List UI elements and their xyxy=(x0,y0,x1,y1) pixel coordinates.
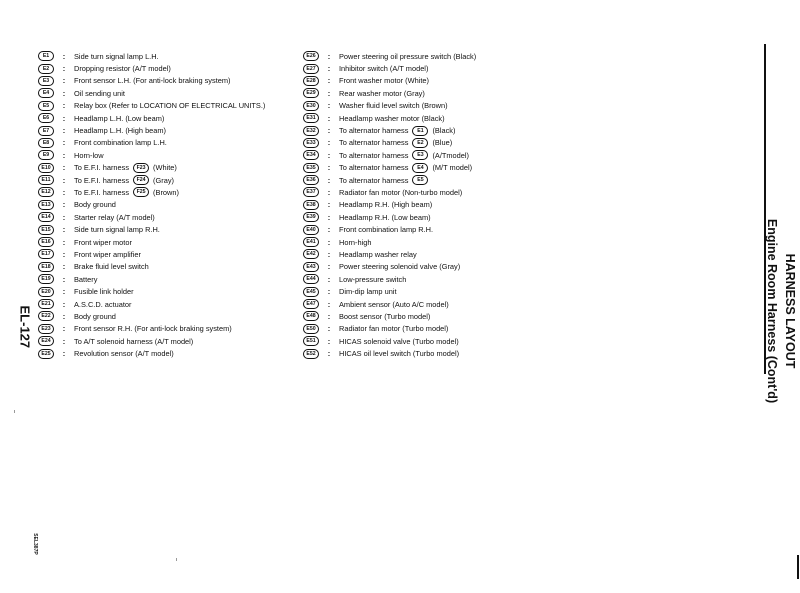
connector-description: Revolution sensor (A/T model) xyxy=(74,349,174,359)
list-item xyxy=(38,236,298,248)
list-item xyxy=(38,50,298,62)
connector-description: To alternator harness xyxy=(339,175,409,185)
connector-description: A.S.C.D. actuator xyxy=(74,299,132,309)
connector-description: Front sensor R.H. (For anti-lock braking system) xyxy=(74,324,232,334)
separator: : xyxy=(327,212,331,222)
list-item xyxy=(303,149,543,161)
connector-badge: E21 xyxy=(38,299,54,309)
figure-code: SEL387P xyxy=(32,533,38,555)
separator: : xyxy=(62,311,66,321)
connector-description: To alternator harness xyxy=(339,150,409,160)
connector-badge: E42 xyxy=(303,249,319,259)
connector-badge: E23 xyxy=(38,324,54,334)
model-note: (M/T model) xyxy=(432,163,473,173)
connector-badge: E3 xyxy=(38,76,54,86)
connector-badge: E44 xyxy=(303,274,319,284)
connector-description: Boost sensor (Turbo model) xyxy=(339,311,431,321)
connector-description: Front combination lamp R.H. xyxy=(339,225,434,235)
separator: : xyxy=(62,274,66,284)
connector-badge: E26 xyxy=(303,51,319,61)
reference-connector-badge: E1 xyxy=(412,126,428,136)
connector-badge: E38 xyxy=(303,200,319,210)
connector-badge: E16 xyxy=(38,237,54,247)
connector-description: Dim-dip lamp unit xyxy=(339,287,397,297)
separator: : xyxy=(62,336,66,346)
separator: : xyxy=(327,324,331,334)
separator: : xyxy=(62,287,66,297)
list-item xyxy=(303,199,543,211)
separator: : xyxy=(62,212,66,222)
reference-connector-badge: F25 xyxy=(133,187,149,197)
list-item xyxy=(38,62,298,74)
separator: : xyxy=(327,237,331,247)
separator: : xyxy=(327,200,331,210)
list-item xyxy=(303,211,543,223)
connector-badge: E14 xyxy=(38,212,54,222)
connector-badge: E22 xyxy=(38,311,54,321)
list-item xyxy=(303,87,543,99)
separator: : xyxy=(327,187,331,197)
separator: : xyxy=(62,237,66,247)
connector-badge: E33 xyxy=(303,138,319,148)
separator: : xyxy=(62,200,66,210)
list-item xyxy=(38,211,298,223)
list-item xyxy=(38,298,298,310)
separator: : xyxy=(327,249,331,259)
connector-badge: E7 xyxy=(38,126,54,136)
list-item xyxy=(38,100,298,112)
connector-badge: E8 xyxy=(38,138,54,148)
connector-badge: E32 xyxy=(303,126,319,136)
connector-description: Relay box (Refer to LOCATION OF ELECTRICAL UNITS.) xyxy=(74,101,266,111)
connector-description: Headlamp washer relay xyxy=(339,249,417,259)
list-item xyxy=(303,162,543,174)
list-item xyxy=(38,261,298,273)
separator: : xyxy=(327,175,331,185)
connector-description: To alternator harness xyxy=(339,138,409,148)
list-item xyxy=(303,223,543,235)
wire-color: (Gray) xyxy=(153,175,174,185)
connector-description: To alternator harness xyxy=(339,126,409,136)
connector-description: Headlamp L.H. (High beam) xyxy=(74,126,167,136)
connector-description: Headlamp L.H. (Low beam) xyxy=(74,113,165,123)
page-number: EL-127 xyxy=(17,305,33,349)
list-item xyxy=(303,174,543,186)
separator: : xyxy=(62,150,66,160)
list-item xyxy=(303,261,543,273)
separator: : xyxy=(327,287,331,297)
connector-badge: E15 xyxy=(38,225,54,235)
separator: : xyxy=(327,163,331,173)
connector-description: Body ground xyxy=(74,311,116,321)
list-item xyxy=(38,199,298,211)
connector-badge: E31 xyxy=(303,113,319,123)
separator: : xyxy=(327,262,331,272)
list-item xyxy=(303,137,543,149)
separator: : xyxy=(327,274,331,284)
list-item xyxy=(38,149,298,161)
connector-badge: E47 xyxy=(303,299,319,309)
connector-description: Ambient sensor (Auto A/C model) xyxy=(339,299,449,309)
separator: : xyxy=(327,101,331,111)
connector-description: Low-pressure switch xyxy=(339,274,407,284)
connector-badge: E20 xyxy=(38,287,54,297)
connector-description: Front sensor L.H. (For anti-lock braking system) xyxy=(74,76,231,86)
separator: : xyxy=(62,76,66,86)
list-item xyxy=(38,347,298,359)
separator: : xyxy=(327,51,331,61)
reference-connector-badge: E5 xyxy=(412,175,428,185)
separator: : xyxy=(62,299,66,309)
connector-description: Front wiper amplifier xyxy=(74,249,141,259)
separator: : xyxy=(62,349,66,359)
connector-description: Headlamp R.H. (High beam) xyxy=(339,200,433,210)
connector-description: Side turn signal lamp R.H. xyxy=(74,225,160,235)
connector-description: Fusible link holder xyxy=(74,287,134,297)
connector-description: Battery xyxy=(74,274,98,284)
title-block xyxy=(765,206,797,416)
list-item xyxy=(303,285,543,297)
connector-description: Starter relay (A/T model) xyxy=(74,212,155,222)
connector-badge: E25 xyxy=(38,349,54,359)
connector-description: Rear washer motor (Gray) xyxy=(339,88,425,98)
connector-description: Power steering solenoid valve (Gray) xyxy=(339,262,461,272)
separator: : xyxy=(327,336,331,346)
connector-badge: E50 xyxy=(303,324,319,334)
separator: : xyxy=(62,113,66,123)
left-connector-list xyxy=(38,50,298,360)
connector-badge: E24 xyxy=(38,336,54,346)
list-item xyxy=(303,273,543,285)
separator: : xyxy=(327,225,331,235)
list-item xyxy=(38,335,298,347)
separator: : xyxy=(327,126,331,136)
connector-badge: E52 xyxy=(303,349,319,359)
connector-badge: E36 xyxy=(303,175,319,185)
connector-description: Oil sending unit xyxy=(74,88,125,98)
separator: : xyxy=(62,88,66,98)
list-item xyxy=(38,112,298,124)
connector-badge: E2 xyxy=(38,64,54,74)
separator: : xyxy=(62,138,66,148)
connector-badge: E19 xyxy=(38,274,54,284)
separator: : xyxy=(327,113,331,123)
list-item xyxy=(38,75,298,87)
list-item xyxy=(38,174,298,186)
list-item xyxy=(303,347,543,359)
wire-color: (Black) xyxy=(432,126,456,136)
list-item xyxy=(38,273,298,285)
connector-description: Side turn signal lamp L.H. xyxy=(74,51,159,61)
reference-connector-badge: E3 xyxy=(412,150,428,160)
list-item xyxy=(38,137,298,149)
list-item xyxy=(38,310,298,322)
separator: : xyxy=(62,51,66,61)
edge-mark xyxy=(797,555,799,579)
separator: : xyxy=(62,64,66,74)
separator: : xyxy=(327,88,331,98)
list-item xyxy=(303,310,543,322)
list-item xyxy=(303,248,543,260)
connector-description: Front combination lamp L.H. xyxy=(74,138,167,148)
connector-badge: E6 xyxy=(38,113,54,123)
separator: : xyxy=(327,311,331,321)
connector-badge: E17 xyxy=(38,249,54,259)
connector-description: Brake fluid level switch xyxy=(74,262,149,272)
wire-color: (Blue) xyxy=(432,138,453,148)
connector-description: Inhibitor switch (A/T model) xyxy=(339,64,429,74)
wire-color: (White) xyxy=(153,163,177,173)
connector-badge: E45 xyxy=(303,287,319,297)
connector-description: HICAS oil level switch (Turbo model) xyxy=(339,349,460,359)
connector-badge: E29 xyxy=(303,88,319,98)
connector-badge: E18 xyxy=(38,262,54,272)
list-item xyxy=(303,298,543,310)
connector-badge: E41 xyxy=(303,237,319,247)
list-item xyxy=(38,248,298,260)
separator: : xyxy=(327,138,331,148)
reference-connector-badge: F24 xyxy=(133,175,149,185)
list-item xyxy=(38,186,298,198)
wire-color: (Brown) xyxy=(153,187,179,197)
connector-description: Radiator fan motor (Turbo model) xyxy=(339,324,449,334)
connector-badge: E13 xyxy=(38,200,54,210)
list-item xyxy=(303,112,543,124)
separator: : xyxy=(62,101,66,111)
reference-connector-badge: F23 xyxy=(133,163,149,173)
separator: : xyxy=(327,76,331,86)
list-item xyxy=(303,323,543,335)
list-item xyxy=(38,223,298,235)
connector-badge: E43 xyxy=(303,262,319,272)
page-title: HARNESS LAYOUT xyxy=(783,253,797,369)
separator: : xyxy=(62,187,66,197)
list-item xyxy=(303,186,543,198)
connector-description: Body ground xyxy=(74,200,116,210)
separator: : xyxy=(62,324,66,334)
connector-badge: E34 xyxy=(303,150,319,160)
connector-badge: E37 xyxy=(303,187,319,197)
list-item xyxy=(38,285,298,297)
connector-badge: E51 xyxy=(303,336,319,346)
connector-badge: E35 xyxy=(303,163,319,173)
separator: : xyxy=(327,150,331,160)
right-connector-list xyxy=(303,50,543,360)
connector-description: Headlamp washer motor (Black) xyxy=(339,113,445,123)
separator: : xyxy=(62,163,66,173)
connector-description: Power steering oil pressure switch (Black) xyxy=(339,51,477,61)
connector-badge: E1 xyxy=(38,51,54,61)
connector-badge: E39 xyxy=(303,212,319,222)
connector-description: Horn-low xyxy=(74,150,104,160)
connector-description: To E.F.I. harness xyxy=(74,175,130,185)
list-item xyxy=(303,236,543,248)
separator: : xyxy=(327,349,331,359)
connector-badge: E28 xyxy=(303,76,319,86)
connector-description: Washer fluid level switch (Brown) xyxy=(339,101,448,111)
connector-description: Horn-high xyxy=(339,237,372,247)
separator: : xyxy=(62,262,66,272)
reference-connector-badge: E4 xyxy=(412,163,428,173)
connector-description: Headlamp R.H. (Low beam) xyxy=(339,212,431,222)
connector-badge: E30 xyxy=(303,101,319,111)
list-item xyxy=(303,50,543,62)
list-item xyxy=(303,124,543,136)
connector-badge: E12 xyxy=(38,187,54,197)
list-item xyxy=(38,124,298,136)
connector-description: HICAS solenoid valve (Turbo model) xyxy=(339,336,459,346)
connector-description: To alternator harness xyxy=(339,163,409,173)
list-item xyxy=(38,162,298,174)
separator: : xyxy=(62,175,66,185)
page-subtitle: Engine Room Harness (Cont'd) xyxy=(765,218,779,404)
list-item xyxy=(303,100,543,112)
separator: : xyxy=(327,64,331,74)
list-item xyxy=(303,75,543,87)
connector-description: Front wiper motor xyxy=(74,237,132,247)
scan-mark xyxy=(14,410,15,413)
separator: : xyxy=(62,249,66,259)
connector-badge: E5 xyxy=(38,101,54,111)
reference-connector-badge: E2 xyxy=(412,138,428,148)
list-item xyxy=(303,62,543,74)
connector-description: Front washer motor (White) xyxy=(339,76,429,86)
scan-mark xyxy=(176,558,177,561)
separator: : xyxy=(62,225,66,235)
connector-description: To E.F.I. harness xyxy=(74,187,130,197)
list-item xyxy=(303,335,543,347)
connector-badge: E9 xyxy=(38,150,54,160)
connector-description: To E.F.I. harness xyxy=(74,163,130,173)
connector-badge: E48 xyxy=(303,311,319,321)
connector-description: To A/T solenoid harness (A/T model) xyxy=(74,336,194,346)
connector-badge: E27 xyxy=(303,64,319,74)
connector-description: Dropping resistor (A/T model) xyxy=(74,64,171,74)
model-note: (A/Tmodel) xyxy=(432,150,469,160)
connector-badge: E11 xyxy=(38,175,54,185)
separator: : xyxy=(62,126,66,136)
connector-description: Radiator fan motor (Non-turbo model) xyxy=(339,187,463,197)
separator: : xyxy=(327,299,331,309)
connector-badge: E10 xyxy=(38,163,54,173)
list-item xyxy=(38,87,298,99)
list-item xyxy=(38,323,298,335)
connector-badge: E40 xyxy=(303,225,319,235)
connector-badge: E4 xyxy=(38,88,54,98)
